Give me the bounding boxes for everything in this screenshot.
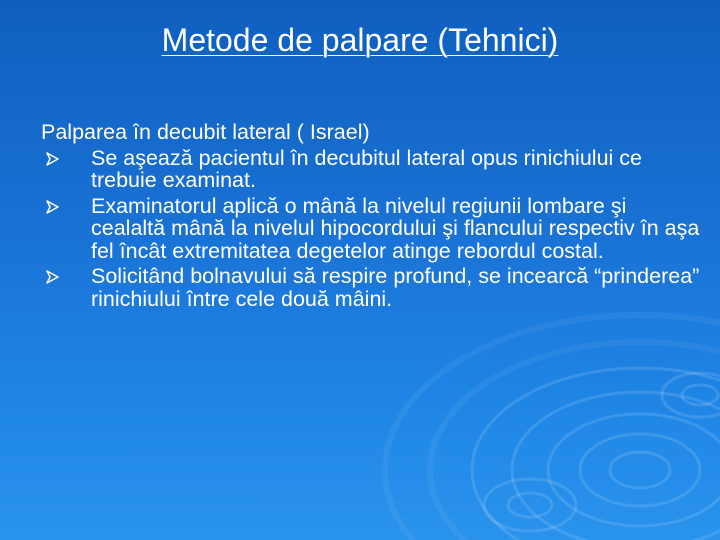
- arrowhead-bullet-icon: [44, 199, 60, 215]
- slide-title: Metode de palpare (Tehnici): [161, 22, 559, 58]
- list-item: [41, 195, 701, 263]
- slide-body: [41, 121, 701, 313]
- intro-line: Palparea în decubit lateral ( Israel): [41, 120, 370, 144]
- arrowhead-bullet-icon: [44, 151, 60, 167]
- bullet-text: Solicitând bolnavului să respire profund, se incearcă “prinderea” rinichiului între cele două mâini.: [91, 264, 700, 311]
- bullet-text: Se aşează pacientul în decubitul lateral opus rinichiului ce trebuie examinat.: [91, 145, 642, 192]
- arrowhead-bullet-icon: [44, 269, 60, 285]
- list-item: [41, 147, 701, 192]
- list-item: [41, 265, 701, 310]
- bullet-list: [41, 147, 701, 311]
- bullet-text: Examinatorul aplică o mână la nivelul regiunii lombare şi cealaltă mână la nivelul hipocordului şi flancului respectiv în aşa fel încât extremitatea degetelor atinge rebordul costal.: [91, 193, 700, 263]
